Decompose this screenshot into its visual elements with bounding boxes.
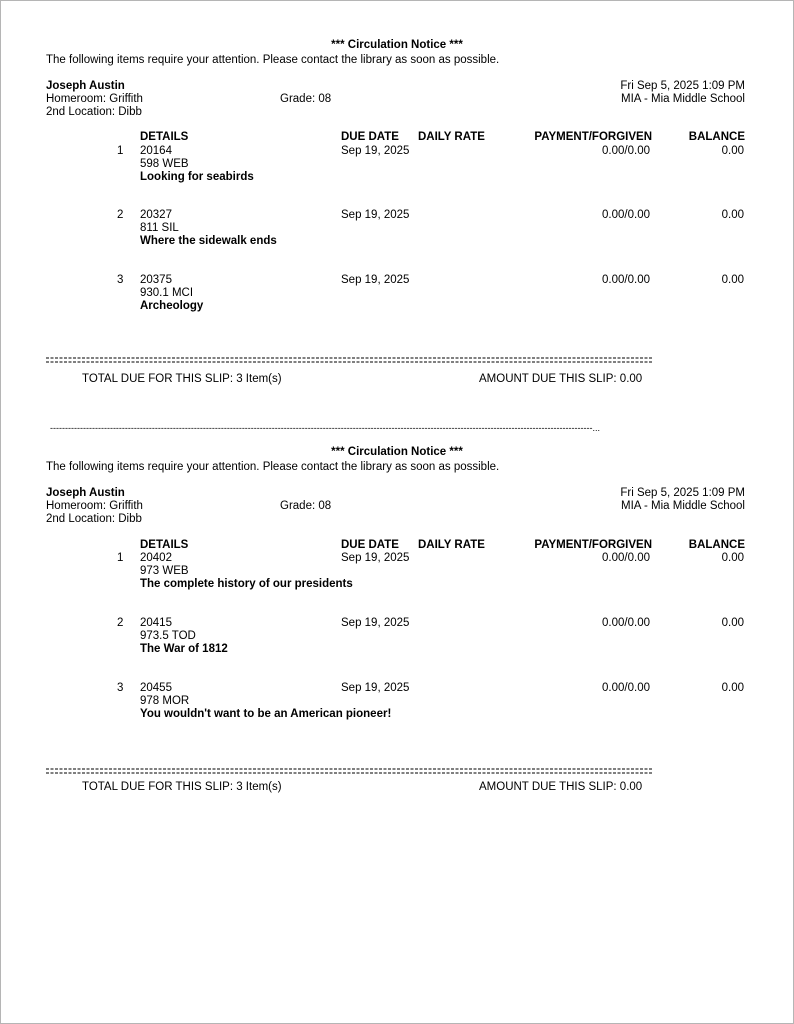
amount-due: AMOUNT DUE THIS SLIP: 0.00 — [479, 373, 643, 385]
notice-title: *** Circulation Notice *** — [331, 39, 463, 51]
item-due-date: Sep 19, 2025 — [341, 145, 410, 157]
item-barcode: 20455 — [140, 682, 172, 694]
item-barcode: 20164 — [140, 145, 172, 157]
item-due-date: Sep 19, 2025 — [341, 682, 410, 694]
patron-grade: Grade: 08 — [280, 93, 332, 105]
amount-due: AMOUNT DUE THIS SLIP: 0.00 — [479, 781, 643, 793]
total-due: TOTAL DUE FOR THIS SLIP: 3 Item(s) — [82, 373, 282, 385]
item-title: The War of 1812 — [140, 643, 228, 655]
item-call-number: 930.1 MCI — [140, 287, 194, 299]
item-payment: 0.00/0.00 — [602, 209, 650, 221]
patron-location: 2nd Location: Dibb — [46, 106, 142, 118]
item-call-number: 973 WEB — [140, 565, 189, 577]
item-barcode: 20375 — [140, 274, 172, 286]
patron-grade: Grade: 08 — [280, 500, 332, 512]
item-payment: 0.00/0.00 — [602, 617, 650, 629]
header-daily-rate: DAILY RATE — [418, 131, 485, 143]
item-due-date: Sep 19, 2025 — [341, 617, 410, 629]
notice-message: The following items require your attention. Please contact the library as soon as possible. — [46, 461, 500, 473]
patron-homeroom: Homeroom: Griffith — [46, 93, 143, 105]
item-payment: 0.00/0.00 — [602, 682, 650, 694]
item-number: 1 — [117, 552, 124, 564]
patron-name: Joseph Austin — [46, 80, 125, 92]
item-barcode: 20415 — [140, 617, 172, 629]
item-number: 2 — [117, 209, 124, 221]
header-payment-forgiven: PAYMENT/FORGIVEN — [534, 131, 652, 143]
header-daily-rate: DAILY RATE — [418, 539, 485, 551]
item-title: The complete history of our presidents — [140, 578, 353, 590]
print-datetime: Fri Sep 5, 2025 1:09 PM — [620, 487, 745, 499]
header-details: DETAILS — [140, 131, 189, 143]
item-due-date: Sep 19, 2025 — [341, 209, 410, 221]
item-title: Archeology — [140, 300, 204, 312]
school-name: MIA - Mia Middle School — [621, 500, 745, 512]
item-call-number: 978 MOR — [140, 695, 190, 707]
item-due-date: Sep 19, 2025 — [341, 274, 410, 286]
slip-separator: -------------------------------------------------------------------------------------------------------------------------------------------------------------------------------------... — [50, 423, 600, 433]
patron-name: Joseph Austin — [46, 487, 125, 499]
item-barcode: 20327 — [140, 209, 172, 221]
item-title: Looking for seabirds — [140, 171, 254, 183]
item-barcode: 20402 — [140, 552, 172, 564]
double-rule — [46, 767, 653, 775]
patron-homeroom: Homeroom: Griffith — [46, 500, 143, 512]
item-number: 1 — [117, 145, 124, 157]
item-balance: 0.00 — [721, 682, 744, 694]
notice-message: The following items require your attention. Please contact the library as soon as possible. — [46, 54, 500, 66]
print-datetime: Fri Sep 5, 2025 1:09 PM — [620, 80, 745, 92]
item-payment: 0.00/0.00 — [602, 274, 650, 286]
item-balance: 0.00 — [721, 274, 744, 286]
total-due: TOTAL DUE FOR THIS SLIP: 3 Item(s) — [82, 781, 282, 793]
item-balance: 0.00 — [721, 552, 744, 564]
item-call-number: 598 WEB — [140, 158, 189, 170]
header-balance: BALANCE — [688, 539, 745, 551]
header-details: DETAILS — [140, 539, 189, 551]
item-number: 2 — [117, 617, 124, 629]
item-title: You wouldn't want to be an American pioneer! — [140, 708, 392, 720]
notice-title: *** Circulation Notice *** — [331, 446, 463, 458]
patron-location: 2nd Location: Dibb — [46, 513, 142, 525]
header-due-date: DUE DATE — [341, 131, 399, 143]
header-balance: BALANCE — [688, 131, 745, 143]
item-payment: 0.00/0.00 — [602, 552, 650, 564]
item-balance: 0.00 — [721, 145, 744, 157]
item-balance: 0.00 — [721, 617, 744, 629]
header-payment-forgiven: PAYMENT/FORGIVEN — [534, 539, 652, 551]
item-number: 3 — [117, 274, 124, 286]
header-due-date: DUE DATE — [341, 539, 399, 551]
item-balance: 0.00 — [721, 209, 744, 221]
item-payment: 0.00/0.00 — [602, 145, 650, 157]
item-due-date: Sep 19, 2025 — [341, 552, 410, 564]
double-rule — [46, 356, 653, 364]
item-call-number: 811 SIL — [140, 222, 179, 234]
school-name: MIA - Mia Middle School — [621, 93, 745, 105]
item-title: Where the sidewalk ends — [140, 235, 277, 247]
item-call-number: 973.5 TOD — [140, 630, 196, 642]
item-number: 3 — [117, 682, 124, 694]
